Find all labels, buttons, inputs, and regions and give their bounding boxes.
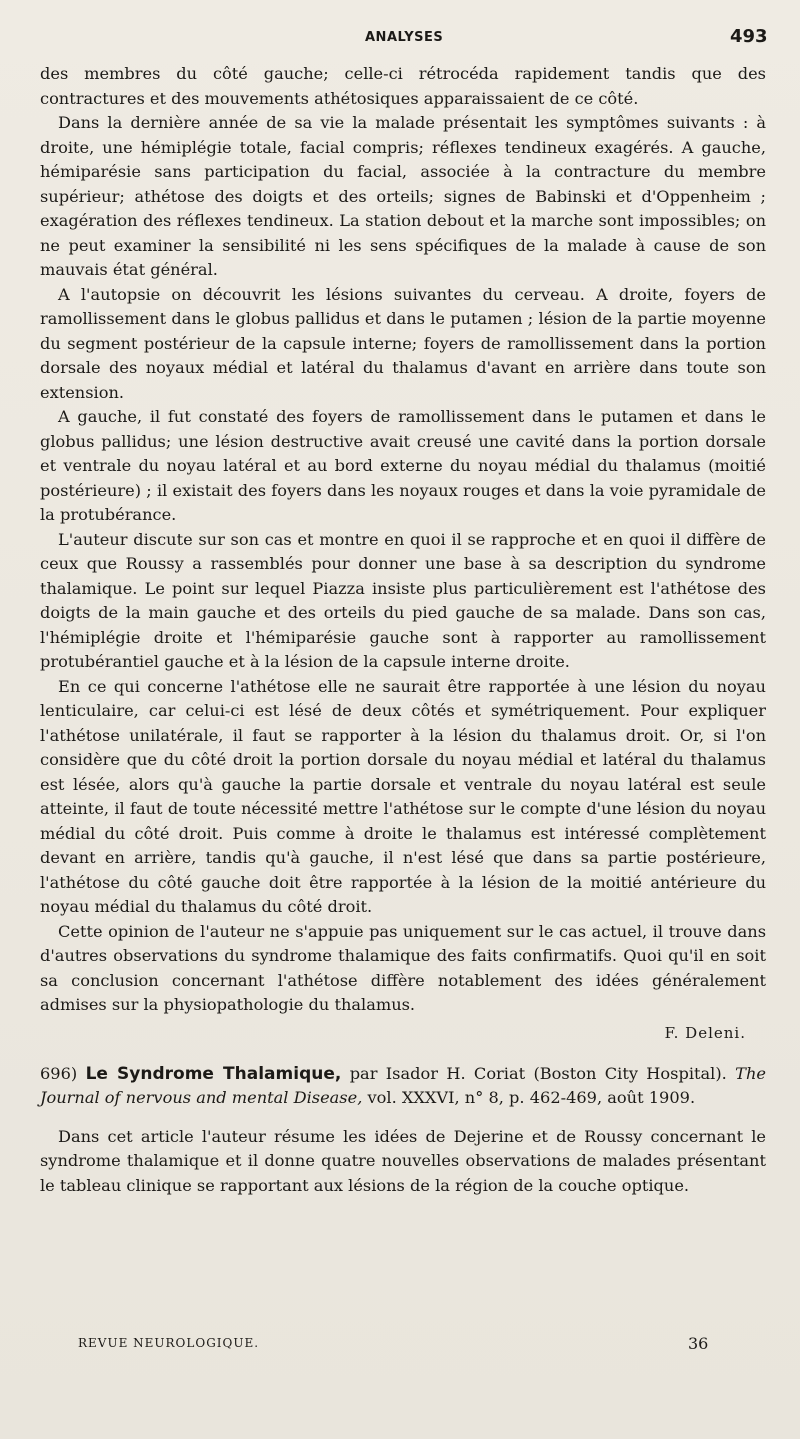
footer-running-title: REVUE NEUROLOGIQUE. — [78, 1336, 260, 1350]
running-title: ANALYSES — [365, 30, 444, 45]
entry-body: Dans cet article l'auteur résume les idées de Dejerine et de Roussy concernant le syndrome thalamique et il donne quatre nouvelles observations de malades présentant le tableau clinique se rapportant aux lésions de la région de la couche optique. — [40, 1126, 766, 1195]
review-entry — [40, 1062, 766, 1199]
paragraph: L'auteur discute sur son cas et montre en quoi il se rapproche et en quoi il diffère de ceux que Roussy a rassemblés pour donner une base à sa description du syndrome thalamique. Le point sur lequel Piazza insiste plus particulièrement est l'athétose des doigts de la main gauche et des orteils du pied gauche de sa malade. Dans son cas, l'hémiplégie droite et l'hémiparésie gauche sont à rapporter au ramollissement protubérantiel gauche et à la lésion de la capsule interne droite. — [40, 529, 766, 671]
paragraph: Cette opinion de l'auteur ne s'appuie pas uniquement sur le cas actuel, il trouve dans d'autres observations du syndrome thalamique des faits confirmatifs. Quoi qu'il en soit sa conclusion concernant l'athétose diffère notablement des idées généralement admises sur la physiopathologie du thalamus. — [40, 921, 766, 1014]
entry-number: 696) — [40, 1063, 78, 1083]
page-footer — [0, 1334, 800, 1356]
entry-journal: The Journal of nervous and mental Disease, — [40, 1063, 766, 1107]
entry-title: Le Syndrome Thalamique, — [85, 1063, 342, 1084]
sheet-number: 36 — [688, 1334, 709, 1353]
paragraph: A gauche, il fut constaté des foyers de ramollissement dans le putamen et dans le globus pallidus; une lésion destructive avait creusé une cavité dans la portion dorsale et ventrale du noyau latéral et au bord externe du noyau médial du thalamus (moitié postérieure) ; il existait des foyers dans les noyaux rouges et dans la voie pyramidale de la protubérance. — [40, 407, 766, 524]
entry-author: par Isador H. Coriat (Boston City Hospital). — [349, 1063, 727, 1083]
entry-citation-details: vol. XXXVI, n° 8, p. 462-469, août 1909. — [367, 1088, 696, 1107]
page-header — [0, 26, 800, 50]
article-body — [40, 62, 766, 1198]
page-number: 493 — [730, 26, 768, 47]
paragraph: A l'autopsie on découvrit les lésions suivantes du cerveau. A droite, foyers de ramollissement dans le globus pallidus et dans le putamen ; lésion de la partie moyenne du segment postérieur de la capsule interne; foyers de ramollissement dans la portion dorsale des noyaux médial et latéral du thalamus d'avant en arrière dans toute son extension. — [40, 284, 766, 402]
author-signature: F. Deleni. — [664, 1023, 746, 1042]
paragraph: Dans la dernière année de sa vie la malade présentait les symptômes suivants : à droite, une hémiplégie totale, facial compris; réflexes tendineux exagérés. A gauche, hémiparésie sans participation du facial, associée à la contracture du membre supérieur; athétose des doigts et des orteils; signes de Babinski et d'Oppenheim ; exagération des réflexes tendineux. La station debout et la marche sont impossibles; on ne peut examiner la sensibilité ni les sens spécifiques de la malade à cause de son mauvais état général. — [40, 113, 766, 279]
paragraph: des membres du côté gauche; celle-ci rétrocéda rapidement tandis que des contractures et des mouvements athétosiques apparaissaient de ce côté. — [40, 64, 766, 108]
paragraph: En ce qui concerne l'athétose elle ne saurait être rapportée à une lésion du noyau lenticulaire, car celui-ci est lésé de deux côtés et symétriquement. Pour expliquer l'athétose unilatérale, il faut se rapporter à la lésion du thalamus droit. Or, si l'on considère que du côté droit la portion dorsale du noyau médial et latéral du thalamus est lésée, alors qu'à gauche la partie dorsale et ventrale du noyau latéral est seule atteinte, il faut de toute nécessité mettre l'athétose sur le compte d'une lésion du noyau médial du côté droit. Puis comme à droite le thalamus est intéressé complètement devant en arrière, tandis qu'à gauche, il n'est lésé que dans sa partie postérieure, l'athétose du côté gauche doit être rapportée à la lésion de la moitié antérieure du noyau médial du thalamus du côté droit. — [40, 676, 766, 916]
